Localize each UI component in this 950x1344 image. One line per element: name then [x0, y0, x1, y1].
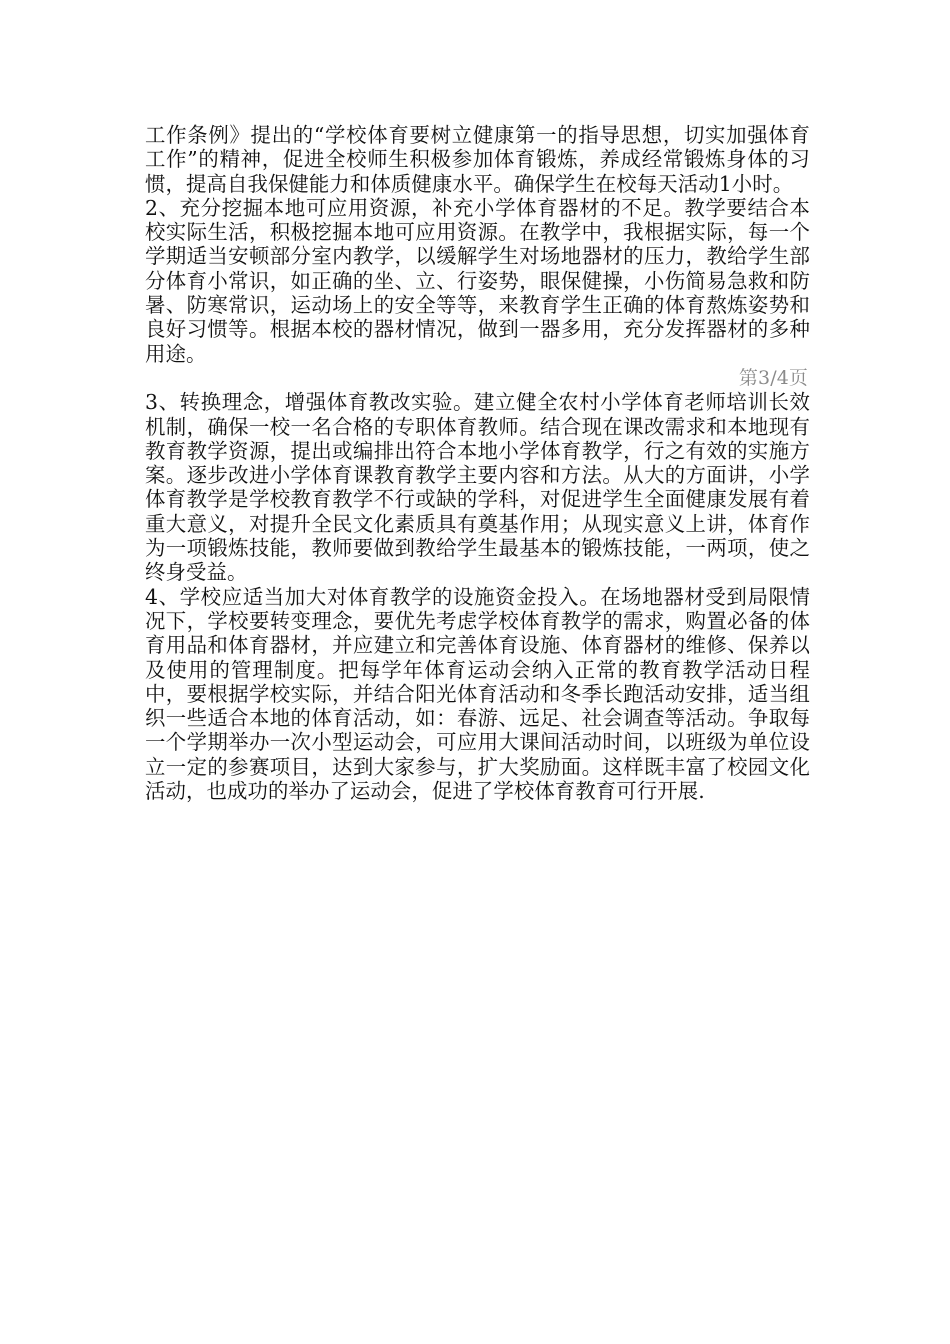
paragraph-4: 4、学校应适当加大对体育教学的设施资金投入。在场地器材受到局限情况下，学校要转变理念，要优先考虑学校体育教学的需求，购置必备的体育用品和体育器材，并应建立和完善体育设施、体育器材的维修、保养以及使用的管理制度。把每学年体育运动会纳入正常的教育教学活动日程中，要根据学校实际，并结合阳光体育活动和冬季长跑活动安排，适当组织一些适合本地的体育活动，如：春游、远足、社会调查等活动。争取每一个学期举办一次小型运动会，可应用大课间活动时间，以班级为单位设立一定的参赛项目，达到大家参与，扩大奖励面。这样既丰富了校园文化活动，也成功的举办了运动会，促进了学校体育教育可行开展.	[145, 584, 810, 804]
paragraph-2: 2、充分挖掘本地可应用资源，补充小学体育器材的不足。教学要结合本校实际生活，积极挖掘本地可应用资源。在教学中，我根据实际，每一个学期适当安顿部分室内教学，以缓解学生对场地器材的压力，教给学生部分体育小常识，如正确的坐、立、行姿势，眼保健操，小伤简易急救和防暑、防寒常识，运动场上的安全等等，来教育学生正确的体育熬炼姿势和良好习惯等。根据本校的器材情况，做到一器多用，充分发挥器材的多种用途。	[145, 195, 810, 366]
document-page	[145, 123, 810, 803]
page-number: 第3/4页	[738, 366, 808, 389]
paragraph-intro: 工作条例》提出的“学校体育要树立健康第一的指导思想，切实加强体育工作”的精神，促进全校师生积极参加体育锻炼，养成经常锻炼身体的习惯，提高自我保健能力和体质健康水平。确保学生在校每天活动1小时。	[145, 123, 810, 196]
paragraph-3: 3、转换理念，增强体育教改实验。建立健全农村小学体育老师培训长效机制，确保一校一名合格的专职体育教师。结合现在课改需求和本地现有教育教学资源，提出或编排出符合本地小学体育教学，行之有效的实施方案。逐步改进小学体育课教育教学主要内容和方法。从大的方面讲，小学体育教学是学校教育教学不行或缺的学科，对促进学生全面健康发展有着重大意义，对提升全民文化素质具有奠基作用；从现实意义上讲，体育作为一项锻炼技能，教师要做到教给学生最基本的锻炼技能，一两项，使之终身受益。	[145, 390, 810, 585]
